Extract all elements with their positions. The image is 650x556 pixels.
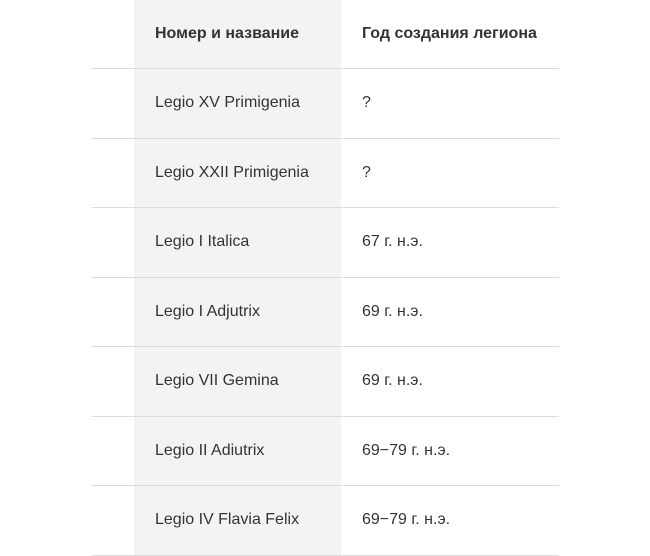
- table-row: [92, 277, 559, 347]
- header-lead-cell: [92, 0, 134, 69]
- legions-table-container: [92, 0, 559, 556]
- table-row: [92, 347, 559, 417]
- legion-year: ?: [341, 69, 559, 139]
- row-lead-cell: [92, 277, 134, 347]
- row-lead-cell: [92, 486, 134, 556]
- table-row: [92, 486, 559, 556]
- table-row: [92, 69, 559, 139]
- row-lead-cell: [92, 69, 134, 139]
- legion-name: Legio I Italica: [134, 208, 341, 278]
- legion-name: Legio IV Flavia Felix: [134, 486, 341, 556]
- legion-year: 69 г. н.э.: [341, 277, 559, 347]
- row-lead-cell: [92, 138, 134, 208]
- legion-name: Legio II Adiutrix: [134, 416, 341, 486]
- legions-table: [92, 0, 559, 556]
- legion-name: Legio XV Primigenia: [134, 69, 341, 139]
- legion-year: ?: [341, 138, 559, 208]
- legion-year: 69−79 г. н.э.: [341, 486, 559, 556]
- legion-name: Legio VII Gemina: [134, 347, 341, 417]
- table-header-row: [92, 0, 559, 69]
- header-year: Год создания легиона: [341, 0, 559, 69]
- legion-name: Legio XXII Primigenia: [134, 138, 341, 208]
- header-name: Номер и название: [134, 0, 341, 69]
- legion-year: 67 г. н.э.: [341, 208, 559, 278]
- legion-year: 69−79 г. н.э.: [341, 416, 559, 486]
- table-row: [92, 208, 559, 278]
- legion-name: Legio I Adjutrix: [134, 277, 341, 347]
- table-row: [92, 138, 559, 208]
- row-lead-cell: [92, 347, 134, 417]
- table-row: [92, 416, 559, 486]
- row-lead-cell: [92, 208, 134, 278]
- row-lead-cell: [92, 416, 134, 486]
- legion-year: 69 г. н.э.: [341, 347, 559, 417]
